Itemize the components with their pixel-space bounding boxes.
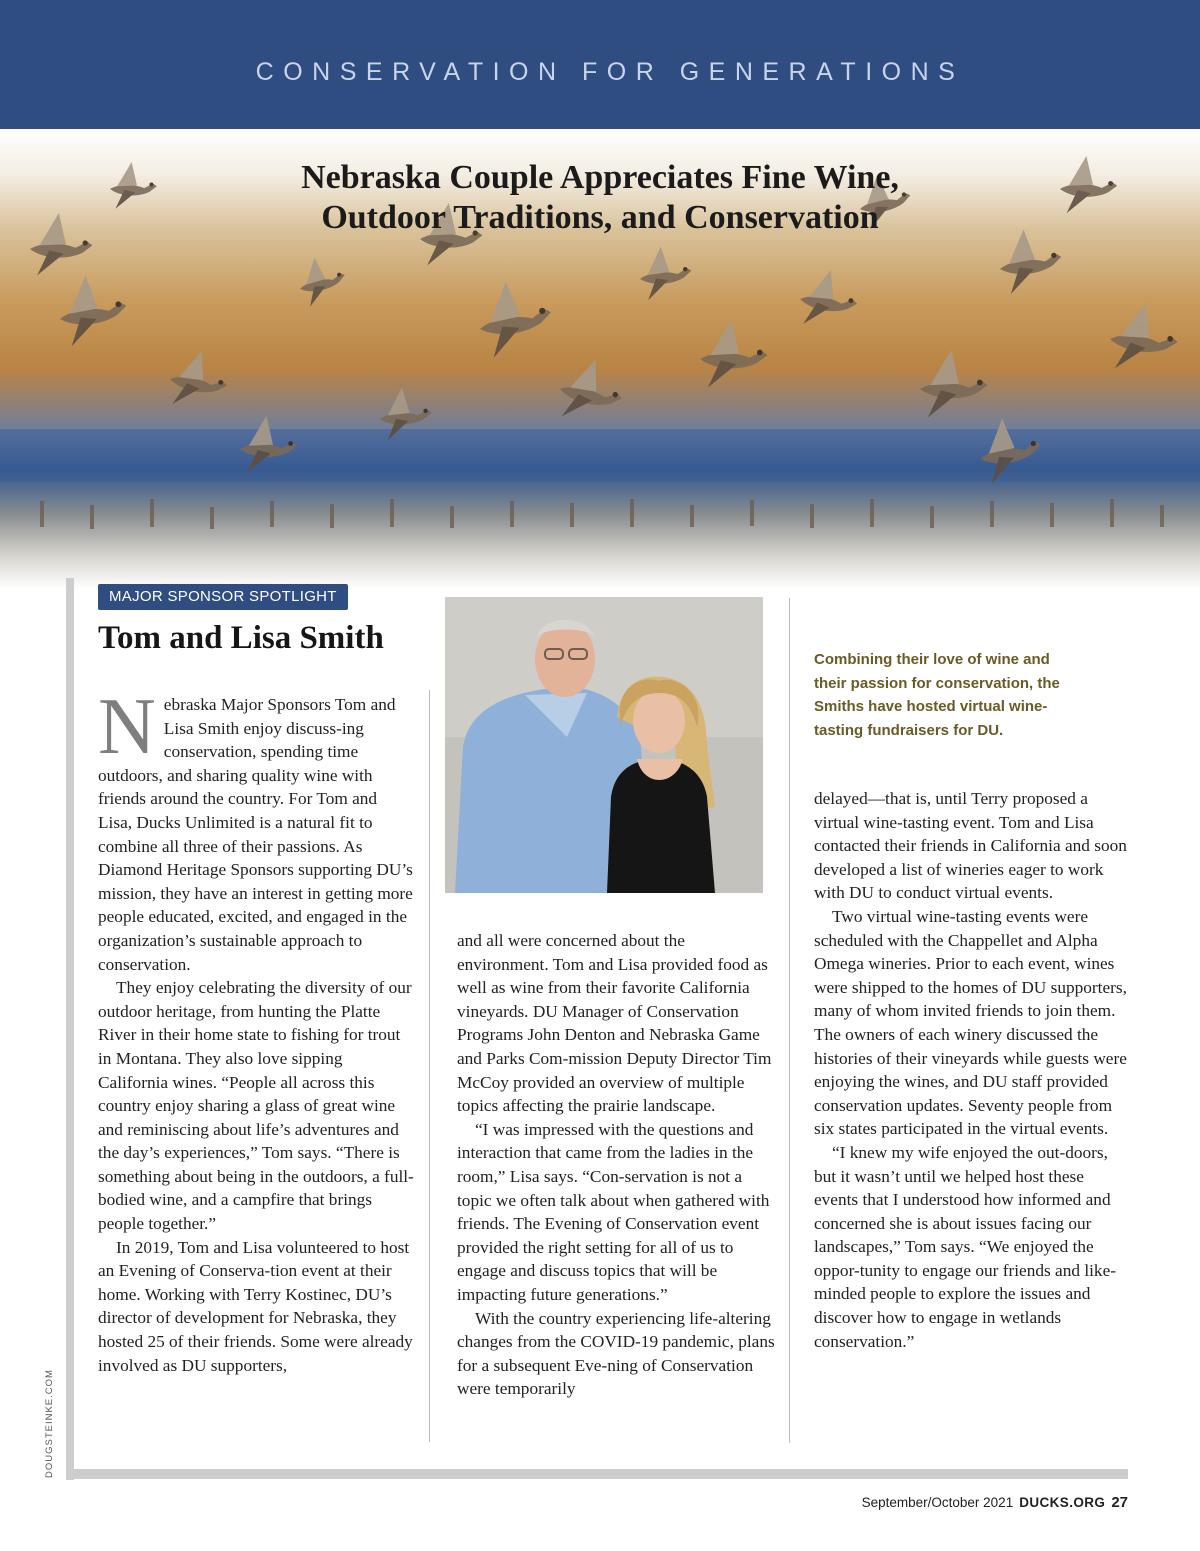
paragraph: “I knew my wife enjoyed the out-doors, but it wasn’t until we helped host these events that I understood how informed and concerned she is about issues facing our landscapes,” Tom says. “We enjoyed the oppor-tunity to engage our friends and like-minded people to explore the issues and discover how to engage in wetlands conservation.” bbox=[814, 1142, 1116, 1351]
site-link[interactable]: DUCKS.ORG bbox=[1019, 1495, 1106, 1510]
article-column-1 bbox=[98, 683, 414, 1377]
photo-credit: DOUGSTEINKE.COM bbox=[44, 1369, 55, 1478]
paragraph-text: ebraska Major Sponsors Tom and Lisa Smith enjoy discuss-ing conservation, spending time outdoors, and sharing quality wine with friends around the country. For Tom and Lisa, Ducks Unlimited is a natural fit to combine all three of their passions. As Diamond Heritage Sponsors supporting DU’s mission, they have an interest in getting more people educated, excited, and engaged in the organization’s sustainable approach to conservation. bbox=[98, 695, 413, 974]
paragraph: With the country experiencing life-altering changes from the COVID-19 pandemic, plans for a subsequent Eve-ning of Conservation were temporarily bbox=[457, 1308, 775, 1399]
paragraph: In 2019, Tom and Lisa volunteered to host an Evening of Conserva-tion event at their home. Working with Terry Kostinec, DU’s director of development for Nebraska, they hosted 25 of their friends. Some were already involved as DU supporters, bbox=[98, 1237, 413, 1375]
frame-bottom-border bbox=[66, 1469, 1128, 1479]
paragraph bbox=[98, 683, 414, 976]
headline-line-2: Outdoor Traditions, and Conservation bbox=[321, 199, 879, 236]
headline-line-1: Nebraska Couple Appreciates Fine Wine, bbox=[301, 159, 899, 196]
issue-date: September/October 2021 bbox=[861, 1495, 1014, 1510]
column-divider bbox=[789, 598, 790, 1443]
article-column-2 bbox=[457, 929, 775, 1401]
column-divider bbox=[429, 690, 430, 1442]
sponsor-badge: MAJOR SPONSOR SPOTLIGHT bbox=[98, 584, 348, 610]
article-headline bbox=[150, 158, 1050, 238]
paragraph: delayed—that is, until Terry proposed a virtual wine-tasting event. Tom and Lisa contacted their friends in California and soon developed a list of wineries eager to work with DU to conduct virtual events. bbox=[814, 789, 1127, 903]
paragraph: “I was impressed with the questions and interaction that came from the ladies in the room,” Lisa says. “Con-servation is not a topic we often talk about when gathered with friends. The Evening of Conservation event provided the right setting for all of us to engage and discuss topics that will be impacting future generations.” bbox=[457, 1119, 770, 1304]
page-footer bbox=[862, 1494, 1128, 1511]
photo-caption: Combining their love of wine and their passion for conservation, the Smiths have hosted virtual wine-tasting fundraisers for DU. bbox=[814, 651, 1060, 739]
page-number: 27 bbox=[1111, 1494, 1128, 1511]
section-label: CONSERVATION FOR GENERATIONS bbox=[255, 58, 965, 86]
couple-portrait-image bbox=[445, 597, 763, 893]
drop-cap: N bbox=[98, 683, 156, 771]
paragraph: and all were concerned about the environment. Tom and Lisa provided food as well as wine from their favorite California vineyards. DU Manager of Conservation Programs John Denton and Nebraska Game and Parks Com-mission Deputy Director Tim McCoy provided an overview of multiple topics affecting the prairie landscape. bbox=[457, 931, 772, 1116]
paragraph: They enjoy celebrating the diversity of our outdoor heritage, from hunting the Platte River in their home state to fishing for trout in Montana. They also love sipping California wines. “People all across this country enjoy sharing a glass of great wine and reminiscing about life’s adventures and the day’s experiences,” Tom says. “There is something about being in the outdoors, a full-bodied wine, and a campfire that brings people together.” bbox=[98, 978, 414, 1234]
paragraph: Two virtual wine-tasting events were scheduled with the Chappellet and Alpha Omega wineries. Prior to each event, wines were shipped to the homes of DU supporters, many of whom invited friends to join them. The owners of each winery discussed the histories of their vineyards while guests were enjoying the wines, and DU staff provided conservation updates. Seventy people from six states participated in the virtual events. bbox=[814, 906, 1127, 1139]
frame-left-border bbox=[66, 578, 74, 1480]
article-column-3 bbox=[814, 787, 1132, 1353]
sponsor-name: Tom and Lisa Smith bbox=[98, 620, 384, 656]
couple-photo bbox=[445, 597, 763, 893]
